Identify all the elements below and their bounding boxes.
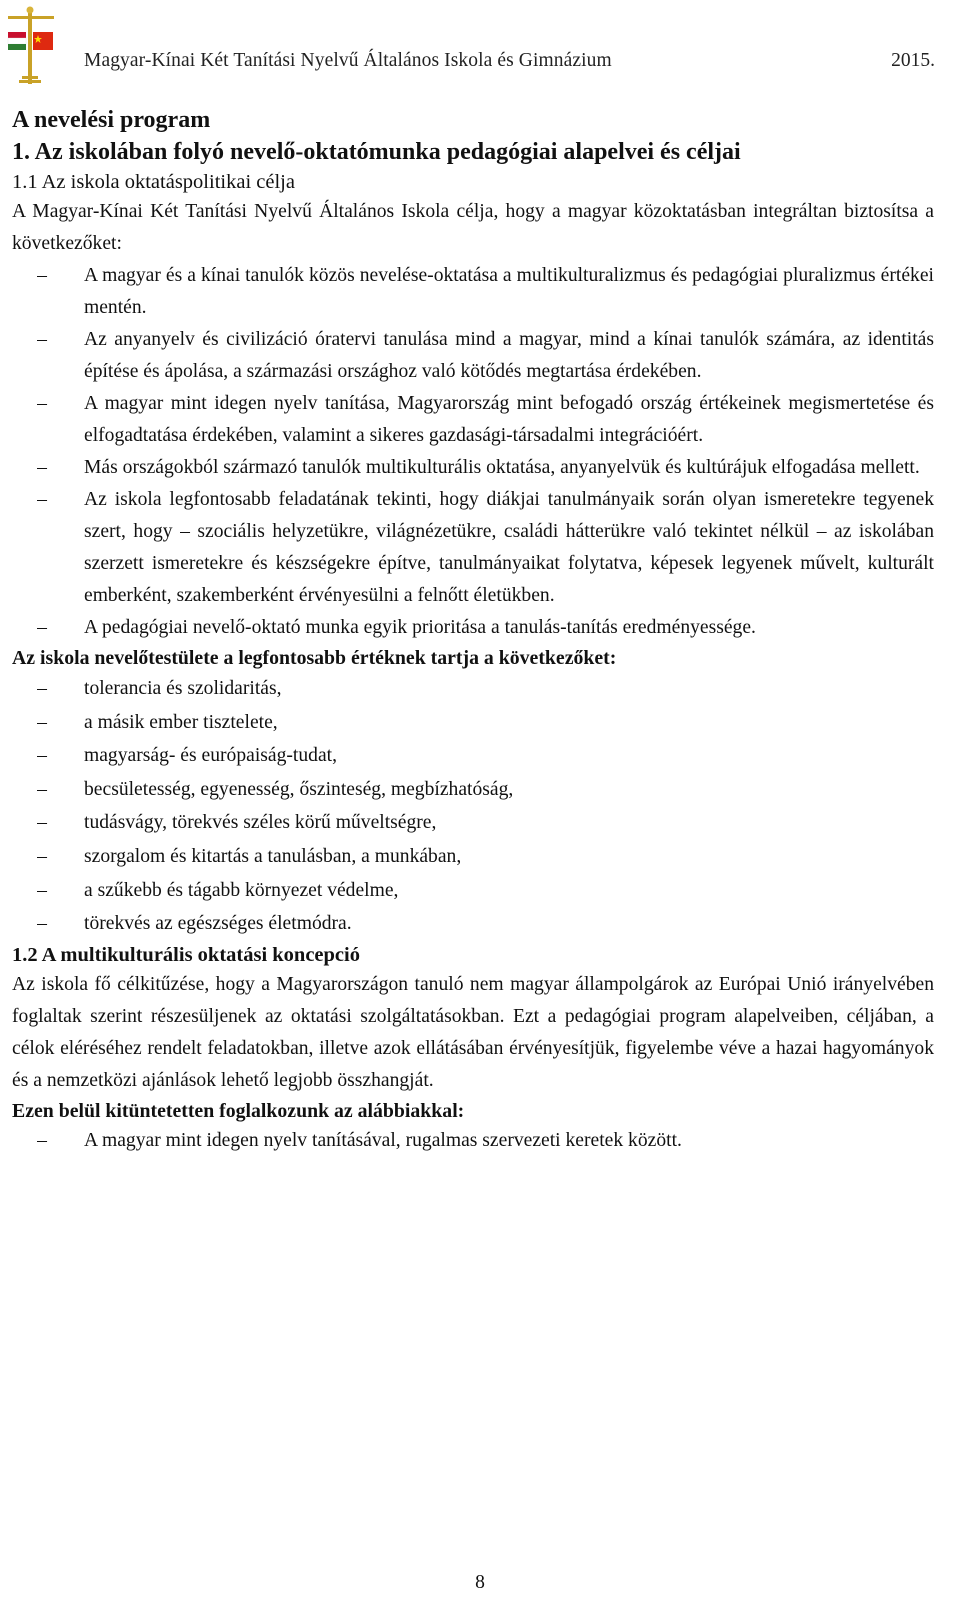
dash-bullet: – — [37, 812, 47, 834]
dash-bullet: – — [37, 745, 47, 767]
list-item: – a szűkebb és tágabb környezet védelme, — [12, 874, 934, 908]
focus-list — [12, 1125, 934, 1157]
focus-heading: Ezen belül kitüntetetten foglalkozunk az alábbiakkal: — [12, 1099, 465, 1122]
dash-bullet: – — [37, 329, 47, 350]
section-1-1-intro: A Magyar-Kínai Két Tanítási Nyelvű Általános Iskola célja, hogy a magyar közoktatásban integráltan biztosítsa a következőket: — [12, 201, 934, 254]
dash-bullet: – — [37, 393, 47, 414]
list-item: – Az anyanyelv és civilizáció óratervi tanulása mind a magyar, mind a kínai tanulók számára, az identitás építése és ápolása, a származási országhoz való kötődés megtartása érdekében. — [12, 324, 934, 388]
list-item: – tolerancia és szolidaritás, — [12, 672, 934, 706]
page-number: 8 — [475, 1572, 485, 1593]
heading-section-1-1: 1.1 Az iskola oktatáspolitikai célja — [12, 171, 295, 193]
heading-main: A nevelési program — [12, 107, 211, 133]
dash-bullet: – — [37, 845, 47, 867]
dash-bullet: – — [37, 457, 47, 478]
values-list — [12, 672, 934, 941]
list-item: – Más országokból származó tanulók multikulturális oktatása, anyanyelvük és kultúrájuk elfogadása mellett. — [12, 452, 934, 484]
header-year: 2015. — [891, 50, 935, 71]
school-crest-with-flags-icon — [2, 6, 60, 86]
list-item: – tudásvágy, törekvés széles körű műveltségre, — [12, 806, 934, 840]
heading-chapter-1: 1. Az iskolában folyó nevelő-oktatómunka pedagógiai alapelvei és céljai — [12, 139, 741, 165]
list-item: – Az iskola legfontosabb feladatának tekinti, hogy diákjai tanulmányaik során olyan ismeretekre tegyenek szert, hogy – szociális helyzetükre, világnézetükre, családi hátterükre való tekintet nélkül – az iskolában szerzett ismeretekre és készségekre építve, tanulmányaikat folytatva, képesek legyenek művelt, kulturált emberként, szakemberként érvényesülni a felnőtt életükben. — [12, 484, 934, 612]
section-1-2-paragraph: Az iskola fő célkitűzése, hogy a Magyarországon tanuló nem magyar állampolgárok az Európai Unió irányelvében foglaltak szerint részesüljenek az oktatási szolgáltatásokban. Ezt a pedagógiai program alapelveiben, céljában, a célok eléréséhez rendelt feladatokban, illetve azok ellátásában érvényesítjük, figyelembe véve a hazai hagyományok és a nemzetközi ajánlások lehető legjobb összhangját. — [12, 973, 934, 1091]
page-header — [0, 0, 960, 92]
list-item: – szorgalom és kitartás a tanulásban, a munkában, — [12, 840, 934, 874]
dash-bullet: – — [37, 1129, 47, 1151]
dash-bullet: – — [37, 265, 47, 286]
list-item: – A magyar mint idegen nyelv tanítása, Magyarország mint befogadó ország értékeinek megismertetése és elfogadtatása érdekében, valamint a sikeres gazdasági-társadalmi integrációért. — [12, 388, 934, 452]
dash-bullet: – — [37, 879, 47, 901]
list-item: – A pedagógiai nevelő-oktató munka egyik prioritása a tanulás-tanítás eredményessége. — [12, 612, 934, 644]
values-heading: Az iskola nevelőtestülete a legfontosabb értéknek tartja a következőket: — [12, 647, 617, 669]
list-item: – A magyar mint idegen nyelv tanításával, rugalmas szervezeti keretek között. — [12, 1125, 934, 1157]
heading-section-1-2: 1.2 A multikulturális oktatási koncepció — [12, 943, 360, 966]
dash-bullet: – — [37, 617, 47, 638]
dash-bullet: – — [37, 489, 47, 510]
list-item: – becsületesség, egyenesség, őszinteség, megbízhatóság, — [12, 773, 934, 807]
dash-bullet: – — [37, 778, 47, 800]
dash-bullet: – — [37, 678, 47, 699]
goals-list — [12, 260, 934, 644]
list-item: – magyarság- és európaiság-tudat, — [12, 739, 934, 773]
dash-bullet: – — [37, 913, 47, 935]
list-item: – törekvés az egészséges életmódra. — [12, 907, 934, 941]
document-body — [12, 104, 934, 1157]
header-school-name: Magyar-Kínai Két Tanítási Nyelvű Általános Iskola és Gimnázium — [84, 50, 612, 71]
list-item: – a másik ember tisztelete, — [12, 706, 934, 740]
list-item: – A magyar és a kínai tanulók közös nevelése-oktatása a multikulturalizmus és pedagógiai pluralizmus értékei mentén. — [12, 260, 934, 324]
dash-bullet: – — [37, 711, 47, 733]
